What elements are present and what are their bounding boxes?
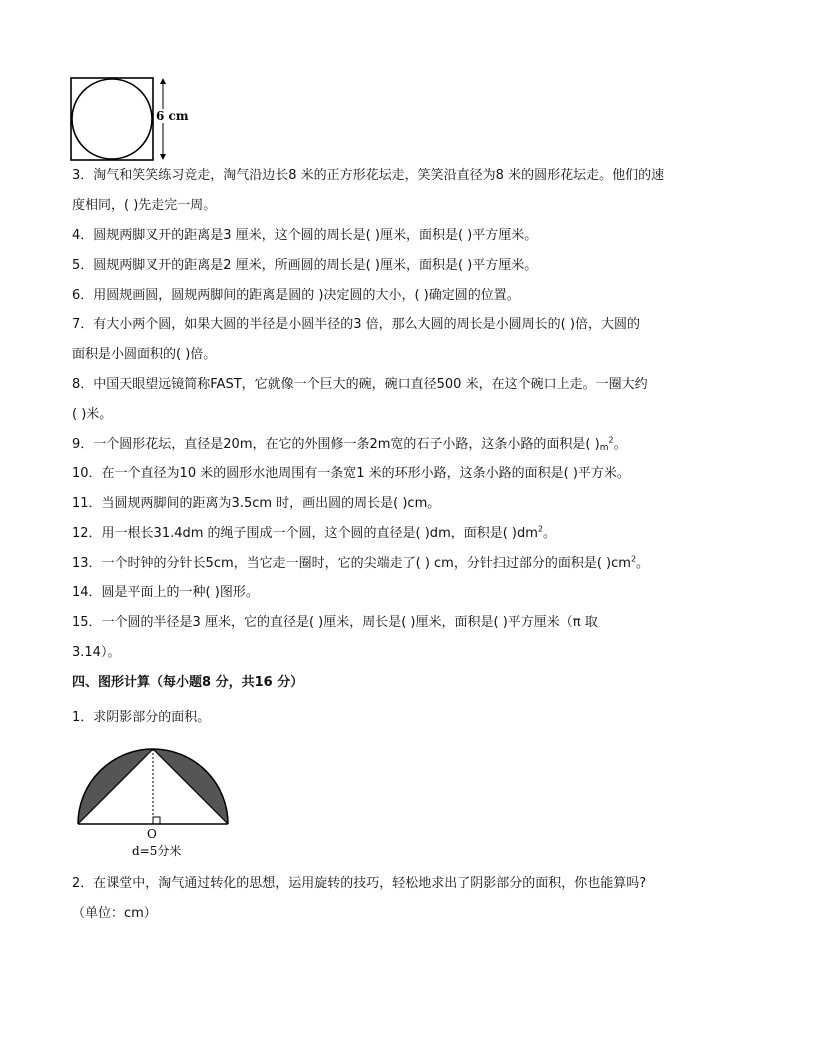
- figure-question-1: 1．求阴影部分的面积。: [72, 710, 211, 725]
- question-9-exponent: 2: [608, 435, 614, 445]
- question-7-line-2: 面积是小圆面积的( )倍。: [72, 347, 217, 362]
- question-7-line-1: 7．有大小两个圆，如果大圆的半径是小圆半径的3 倍，那么大圆的周长是小圆周长的( )倍，大圆的: [72, 317, 640, 332]
- question-5: 5．圆规两脚叉开的距离是2 厘米，所画圆的周长是( )厘米，面积是( )平方厘米。: [72, 258, 538, 273]
- question-8-line-2: ( )米。: [72, 407, 113, 422]
- question-10: 10．在一个直径为10 米的圆形水池周围有一条宽1 米的环形小路，这条小路的面积是( )平方米。: [72, 466, 630, 481]
- figure-question-2-line-1: 2．在课堂中，淘气通过转化的思想，运用旋转的技巧，轻松地求出了阴影部分的面积，你也能算吗?: [72, 876, 647, 891]
- arrow-up-icon: [160, 78, 166, 84]
- question-9-end: 。: [613, 437, 627, 452]
- question-15-line-2: 3.14）。: [72, 645, 121, 660]
- question-12-end: 。: [543, 526, 557, 541]
- question-6: 6．用圆规画圆，圆规两脚间的距离是圆的 )决定圆的大小，( )确定圆的位置。: [72, 288, 520, 303]
- section-4-heading: 四、图形计算（每小题8 分，共16 分）: [72, 675, 304, 690]
- diameter-label: d=5分米: [132, 844, 182, 858]
- question-4: 4．圆规两脚叉开的距离是3 厘米，这个圆的周长是( )厘米，面积是( )平方厘米。: [72, 228, 538, 243]
- question-9: [72, 436, 627, 455]
- question-13-text: 13．一个时钟的分针长5cm，当它走一圈时，它的尖端走了( ) cm，分针扫过部分的面积是( )cm: [72, 556, 631, 571]
- center-label: O: [147, 827, 157, 841]
- question-12-exponent: 2: [537, 524, 544, 534]
- question-11: 11．当圆规两脚间的距离为3.5cm 时，画出圆的周长是( )cm。: [72, 496, 441, 511]
- question-13-end: 。: [636, 556, 650, 571]
- question-8-line-1: 8．中国天眼望远镜简称FAST，它就像一个巨大的碗，碗口直径500 米，在这个碗口上走。一圈大约: [72, 377, 648, 392]
- question-9-unit: m: [599, 443, 609, 453]
- inscribed-circle: [72, 79, 152, 159]
- figure-question-2-line-2: （单位：cm）: [72, 906, 157, 921]
- right-angle-mark: [153, 817, 160, 824]
- circle-in-square-figure: [70, 76, 190, 164]
- question-13-exponent: 2: [630, 554, 637, 564]
- semicircle-figure: [74, 742, 234, 864]
- dimension-label: 6 cm: [156, 109, 189, 123]
- question-13: [72, 555, 649, 573]
- question-3-line-2: 度相同，( )先走完一周。: [72, 198, 217, 213]
- question-12: [72, 525, 556, 543]
- question-12-text: 12．用一根长31.4dm 的绳子围成一个圆，这个圆的直径是( )dm，面积是( )dm: [72, 526, 538, 541]
- question-3-line-1: 3．淘气和笑笑练习竞走，淘气沿边长8 米的正方形花坛走，笑笑沿直径为8 米的圆形花坛走。他们的速: [72, 168, 665, 183]
- question-9-text: 9．一个圆形花坛，直径是20m，在它的外围修一条2m宽的石子小路，这条小路的面积是( ): [72, 437, 600, 452]
- arrow-down-icon: [160, 154, 166, 160]
- question-14: 14．圆是平面上的一种( )图形。: [72, 585, 259, 600]
- question-15-line-1: 15．一个圆的半径是3 厘米，它的直径是( )厘米，周长是( )厘米，面积是( )平方厘米（π 取: [72, 615, 598, 630]
